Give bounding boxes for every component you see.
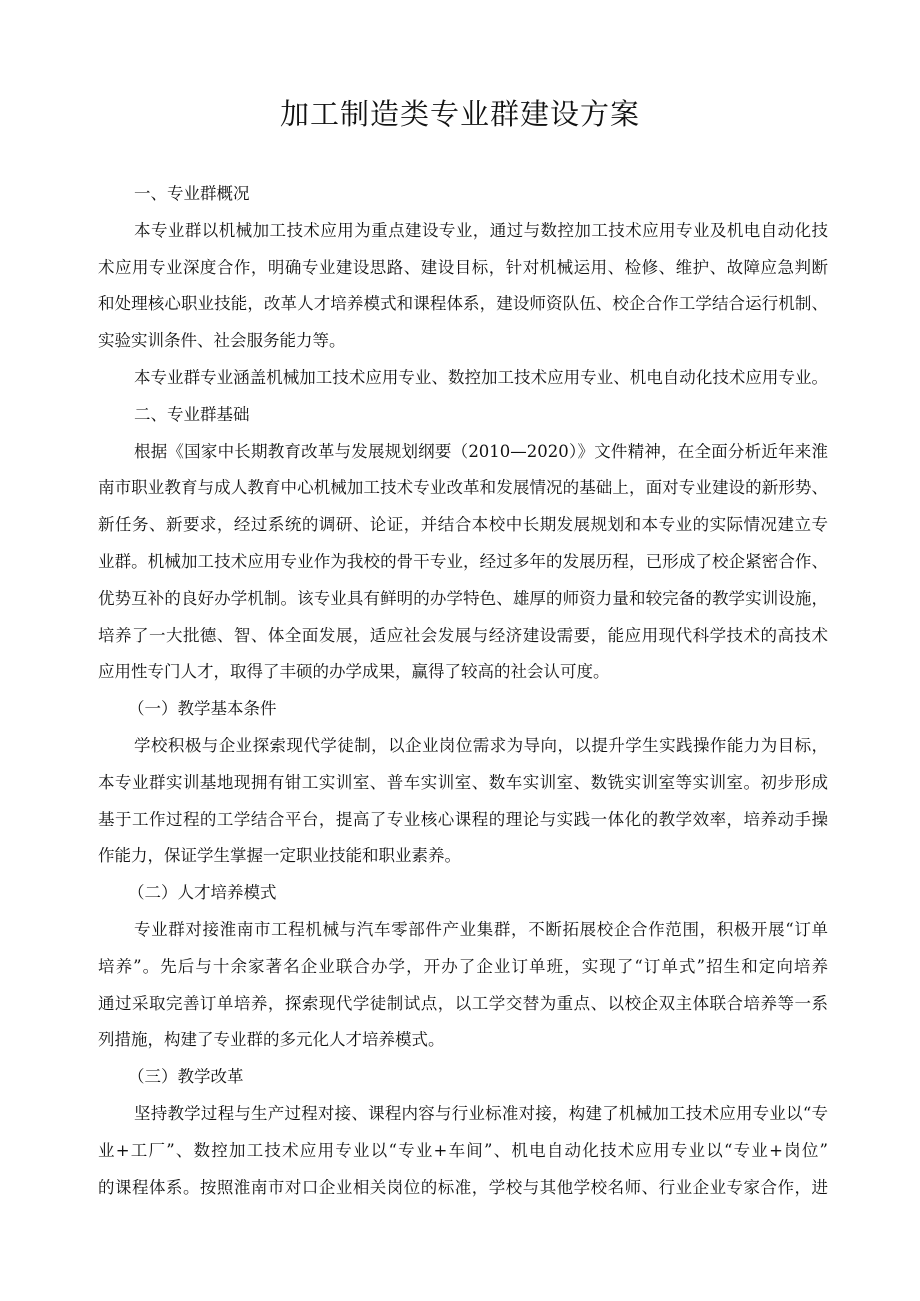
section-heading: 二、专业群基础	[134, 404, 250, 424]
paragraph-line: 术应用专业深度合作，明确专业建设思路、建设目标，针对机械运用、检修、维护、故障应急判断	[98, 257, 828, 277]
paragraph	[98, 912, 828, 1059]
paragraph-line: 培养”。先后与十余家著名企业联合办学，开办了企业订单班，实现了“订单式”招生和定向培养	[98, 956, 828, 976]
paragraph-line: 培养了一大批德、智、体全面发展，适应社会发展与经济建设需要，能应用现代科学技术的高技术	[98, 625, 828, 645]
paragraph-line: 的课程体系。按照淮南市对口企业相关岗位的标准，学校与其他学校名师、行业企业专家合作，进	[98, 1177, 828, 1197]
paragraph-line: 基于工作过程的工学结合平台，提高了专业核心课程的理论与实践一体化的教学效率，培养动手操	[98, 809, 828, 829]
paragraph-line: 根据《国家中长期教育改革与发展规划纲要（2010—2020）》文件精神，在全面分析近年来淮	[134, 441, 828, 461]
paragraph-line: 本专业群专业涵盖机械加工技术应用专业、数控加工技术应用专业、机电自动化技术应用专业。	[134, 367, 828, 387]
paragraph-line: 列措施，构建了专业群的多元化人才培养模式。	[98, 1030, 445, 1050]
document-body	[98, 176, 828, 1206]
subsection-heading: （二）人才培养模式	[128, 883, 277, 903]
section-heading: 一、专业群概况	[134, 184, 250, 203]
paragraph-line: 实验实训条件、社会服务能力等。	[98, 331, 346, 351]
paragraph	[98, 360, 828, 397]
document-title: 加工制造类专业群建设方案	[279, 97, 640, 131]
paragraph-line: 本专业群以机械加工技术应用为重点建设专业，通过与数控加工技术应用专业及机电自动化技	[134, 220, 828, 240]
paragraph-line: 本专业群实训基地现拥有钳工实训室、普车实训室、数车实训室、数铣实训室等实训室。初步形成	[98, 772, 828, 792]
paragraph-line: 专业群对接淮南市工程机械与汽车零部件产业集群，不断拓展校企合作范围，积极开展“订单	[134, 919, 828, 939]
subsection-heading: （一）教学基本条件	[128, 699, 277, 719]
paragraph-line: 应用性专门人才，取得了丰硕的办学成果，赢得了较高的社会认可度。	[98, 662, 610, 682]
paragraph-line: 业+工厂”、数控加工技术应用专业以“专业+车间”、机电自动化技术应用专业以“专业+岗位”	[98, 1140, 828, 1160]
subsection-heading: （三）教学改革	[128, 1067, 244, 1087]
paragraph	[98, 434, 828, 692]
paragraph-line: 优势互补的良好办学机制。该专业具有鲜明的办学特色、雄厚的师资力量和较完备的教学实训设施，	[98, 588, 828, 608]
paragraph-line: 通过采取完善订单培养，探索现代学徒制试点，以工学交替为重点、以校企双主体联合培养等一系	[98, 993, 828, 1013]
paragraph	[98, 1096, 828, 1206]
paragraph-line: 业群。机械加工技术应用专业作为我校的骨干专业，经过多年的发展历程，已形成了校企紧密合作、	[98, 551, 828, 571]
paragraph-line: 学校积极与企业探索现代学徒制，以企业岗位需求为导向，以提升学生实践操作能力为目标，	[134, 735, 828, 755]
paragraph-line: 坚持教学过程与生产过程对接、课程内容与行业标准对接，构建了机械加工技术应用专业以“专	[134, 1103, 828, 1123]
paragraph-line: 新任务、新要求，经过系统的调研、论证，并结合本校中长期发展规划和本专业的实际情况建立专	[98, 515, 828, 535]
paragraph	[98, 728, 828, 875]
paragraph-line: 和处理核心职业技能，改革人才培养模式和课程体系，建设师资队伍、校企合作工学结合运行机制、	[98, 294, 828, 314]
paragraph-line: 作能力，保证学生掌握一定职业技能和职业素养。	[98, 846, 461, 866]
paragraph-line: 南市职业教育与成人教育中心机械加工技术专业改革和发展情况的基础上，面对专业建设的新形势、	[98, 478, 828, 498]
paragraph	[98, 213, 828, 360]
